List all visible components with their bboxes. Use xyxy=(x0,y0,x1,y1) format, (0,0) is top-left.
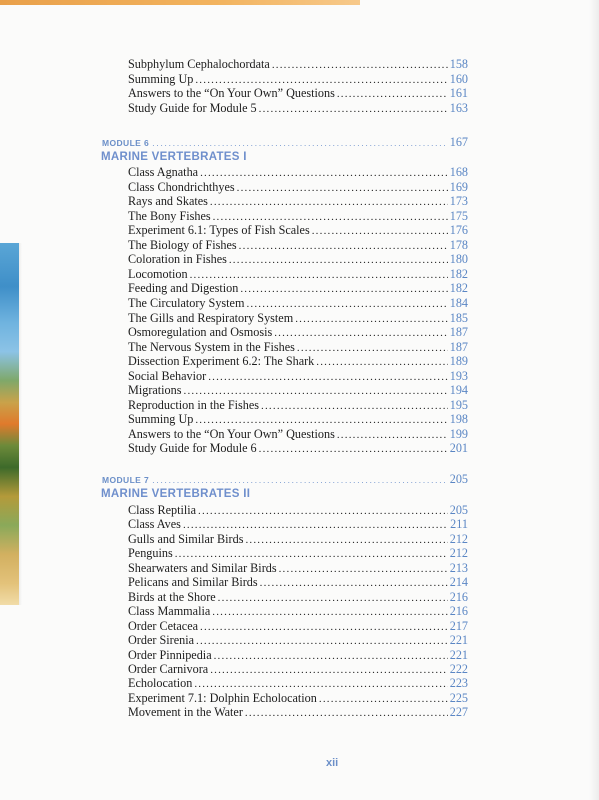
toc-entry-title: Rays and Skates xyxy=(128,194,208,209)
toc-entry-title: Coloration in Fishes xyxy=(128,252,227,267)
photo-edge-shadow xyxy=(19,243,22,605)
toc-entry-title: Class Mammalia xyxy=(128,604,211,619)
module-page: 167 xyxy=(449,135,468,149)
toc-entry[interactable] xyxy=(128,676,468,691)
toc-entry-title: Birds at the Shore xyxy=(128,589,216,604)
toc-entry[interactable] xyxy=(128,517,468,532)
toc-entry[interactable] xyxy=(128,238,468,253)
toc-entry-title: Subphylum Cephalochordata xyxy=(128,57,270,71)
toc-entry-page: 212 xyxy=(449,531,468,546)
toc-entry[interactable] xyxy=(128,427,468,442)
toc-entry-title: Experiment 6.1: Types of Fish Scales xyxy=(128,223,310,238)
toc-entry[interactable] xyxy=(128,369,468,384)
toc-entry-title: Class Agnatha xyxy=(128,165,199,179)
toc-entry-title: Gulls and Similar Birds xyxy=(128,531,244,546)
toc-entry-title: Class Aves xyxy=(128,517,181,532)
toc-entry-page: 195 xyxy=(449,397,468,412)
toc-entry-page: 182 xyxy=(449,266,468,281)
toc-entry[interactable] xyxy=(128,296,468,311)
toc-entry[interactable] xyxy=(128,441,468,456)
toc-entry-title: Experiment 7.1: Dolphin Echolocation xyxy=(128,690,317,705)
toc-entry-page: 178 xyxy=(449,237,468,252)
toc-entry-page: 187 xyxy=(449,339,468,354)
toc-entry-page: 225 xyxy=(449,690,468,705)
toc-entry[interactable] xyxy=(128,532,468,547)
toc-entry-page: 160 xyxy=(449,71,468,86)
page-edge-shadow xyxy=(589,0,599,800)
toc-entry-title: Class Chondrichthyes xyxy=(128,179,235,194)
toc-entry[interactable] xyxy=(128,180,468,195)
toc-entry-page: 212 xyxy=(449,546,468,561)
toc-entry-title: Penguins xyxy=(128,546,173,561)
toc-entry-page: 222 xyxy=(449,661,468,676)
toc-entry-page: 227 xyxy=(449,705,468,720)
toc-entry-page: 180 xyxy=(449,252,468,267)
side-photo-strip xyxy=(0,243,19,605)
toc-entry-page: 168 xyxy=(449,165,468,179)
leader-dots xyxy=(152,473,447,487)
toc-entry-page: 221 xyxy=(449,647,468,662)
toc-entry-title: Social Behavior xyxy=(128,368,207,383)
toc-entry-page: 163 xyxy=(449,100,468,115)
toc-entry-title: The Bony Fishes xyxy=(128,208,211,223)
module-label: MODULE 6 xyxy=(102,138,150,148)
toc-entry[interactable] xyxy=(128,209,468,224)
toc-entry[interactable] xyxy=(128,412,468,427)
toc-entry-title: The Circulatory System xyxy=(128,295,245,310)
toc-entry[interactable] xyxy=(128,325,468,340)
toc-entry-page: 216 xyxy=(449,589,468,604)
toc-entry-page: 182 xyxy=(449,281,468,296)
top-color-bar xyxy=(0,0,360,5)
toc-entry-page: 169 xyxy=(449,179,468,194)
toc-entry[interactable] xyxy=(128,604,468,619)
toc-entry-title: Osmoregulation and Osmosis xyxy=(128,325,273,340)
toc-entry-title: Pelicans and Similar Birds xyxy=(128,575,258,590)
toc-entry-title: Summing Up xyxy=(128,412,194,427)
toc-entry[interactable] xyxy=(128,648,468,663)
toc-entry[interactable] xyxy=(128,398,468,413)
toc-entry-title: Order Sirenia xyxy=(128,633,194,648)
toc-entry[interactable] xyxy=(128,691,468,706)
toc-entry-title: Answers to the “On Your Own” Questions xyxy=(128,86,335,100)
toc-entry-title: Echolocation xyxy=(128,676,193,691)
toc-entry-title: Summing Up xyxy=(128,71,194,86)
toc-entry-page: 187 xyxy=(449,325,468,340)
module-7-row[interactable] xyxy=(102,472,468,486)
toc-entry[interactable] xyxy=(128,165,468,180)
toc-entry-page: 199 xyxy=(449,426,468,441)
toc-entry[interactable] xyxy=(128,561,468,576)
toc-entry-title: Shearwaters and Similar Birds xyxy=(128,560,277,575)
toc-entry-title: Answers to the “On Your Own” Questions xyxy=(128,426,335,441)
toc-entry-page: 214 xyxy=(449,575,468,590)
module-page: 205 xyxy=(449,472,468,486)
toc-entry[interactable] xyxy=(128,72,468,87)
toc-entry-title: Order Cetacea xyxy=(128,618,199,633)
toc-entry[interactable] xyxy=(128,252,468,267)
toc-entry[interactable] xyxy=(128,503,468,518)
toc-entry-title: Reproduction in the Fishes xyxy=(128,397,260,412)
toc-entry-title: Order Carnivora xyxy=(128,661,209,676)
leader-dots xyxy=(245,706,448,721)
module-label: MODULE 7 xyxy=(102,475,150,485)
toc-entry-page: 205 xyxy=(449,503,468,517)
toc-entry[interactable] xyxy=(128,575,468,590)
toc-entry-page: 173 xyxy=(449,194,468,209)
toc-entry-title: The Gills and Respiratory System xyxy=(128,310,294,325)
leader-dots xyxy=(152,136,447,150)
toc-entry-title: The Biology of Fishes xyxy=(128,237,237,252)
module-6-row[interactable] xyxy=(102,135,468,149)
toc-entry[interactable] xyxy=(128,590,468,605)
toc-entry[interactable] xyxy=(128,619,468,634)
toc-entry-page: 223 xyxy=(449,676,468,691)
toc-entry-page: 158 xyxy=(449,57,468,71)
toc-entry-page: 221 xyxy=(449,633,468,648)
toc-entry-page: 198 xyxy=(449,412,468,427)
toc-entry-page: 189 xyxy=(449,354,468,369)
toc-entry[interactable] xyxy=(128,101,468,116)
toc-entry-page: 161 xyxy=(449,86,468,100)
toc-entry[interactable] xyxy=(128,662,468,677)
module-6-heading: MARINE VERTEBRATES I xyxy=(101,151,247,163)
leader-dots xyxy=(259,102,448,117)
toc-entry[interactable] xyxy=(128,546,468,561)
toc-entry-page: 213 xyxy=(449,560,468,575)
toc-entry-page: 185 xyxy=(449,310,468,325)
toc-entry-title: Study Guide for Module 5 xyxy=(128,100,257,115)
toc-entry-title: Feeding and Digestion xyxy=(128,281,239,296)
toc-entry-title: Order Pinnipedia xyxy=(128,647,212,662)
toc-entry-page: 216 xyxy=(449,604,468,619)
module-7-heading: MARINE VERTEBRATES II xyxy=(101,488,251,500)
toc-entry[interactable] xyxy=(128,267,468,282)
toc-entry[interactable] xyxy=(128,194,468,209)
toc-entry-page: 217 xyxy=(449,618,468,633)
toc-entry-title: Class Reptilia xyxy=(128,503,197,517)
toc-entry[interactable] xyxy=(128,340,468,355)
toc-entry[interactable] xyxy=(128,223,468,238)
toc-entry-page: 175 xyxy=(449,208,468,223)
toc-entry[interactable] xyxy=(128,354,468,369)
page-folio: xii xyxy=(326,757,339,769)
toc-entry[interactable] xyxy=(128,281,468,296)
toc-entry-title: Movement in the Water xyxy=(128,705,243,720)
toc-entry[interactable] xyxy=(128,311,468,326)
toc-entry[interactable] xyxy=(128,383,468,398)
toc-entry[interactable] xyxy=(128,633,468,648)
toc-entry-page: 193 xyxy=(449,368,468,383)
toc-entry[interactable] xyxy=(128,57,468,72)
toc-entry-title: Dissection Experiment 6.2: The Shark xyxy=(128,354,315,369)
toc-entry-page: 194 xyxy=(449,383,468,398)
toc-entry[interactable] xyxy=(128,86,468,101)
toc-entry-page: 211 xyxy=(450,517,468,532)
toc-entry-page: 184 xyxy=(449,295,468,310)
toc-entry-page: 176 xyxy=(449,223,468,238)
toc-entry[interactable] xyxy=(128,705,468,720)
toc-entry-title: Study Guide for Module 6 xyxy=(128,441,257,456)
toc-entry-title: The Nervous System in the Fishes xyxy=(128,339,295,354)
toc-entry-page: 201 xyxy=(449,441,468,456)
leader-dots xyxy=(259,442,448,457)
toc-entry-title: Migrations xyxy=(128,383,182,398)
toc-entry-title: Locomotion xyxy=(128,266,188,281)
